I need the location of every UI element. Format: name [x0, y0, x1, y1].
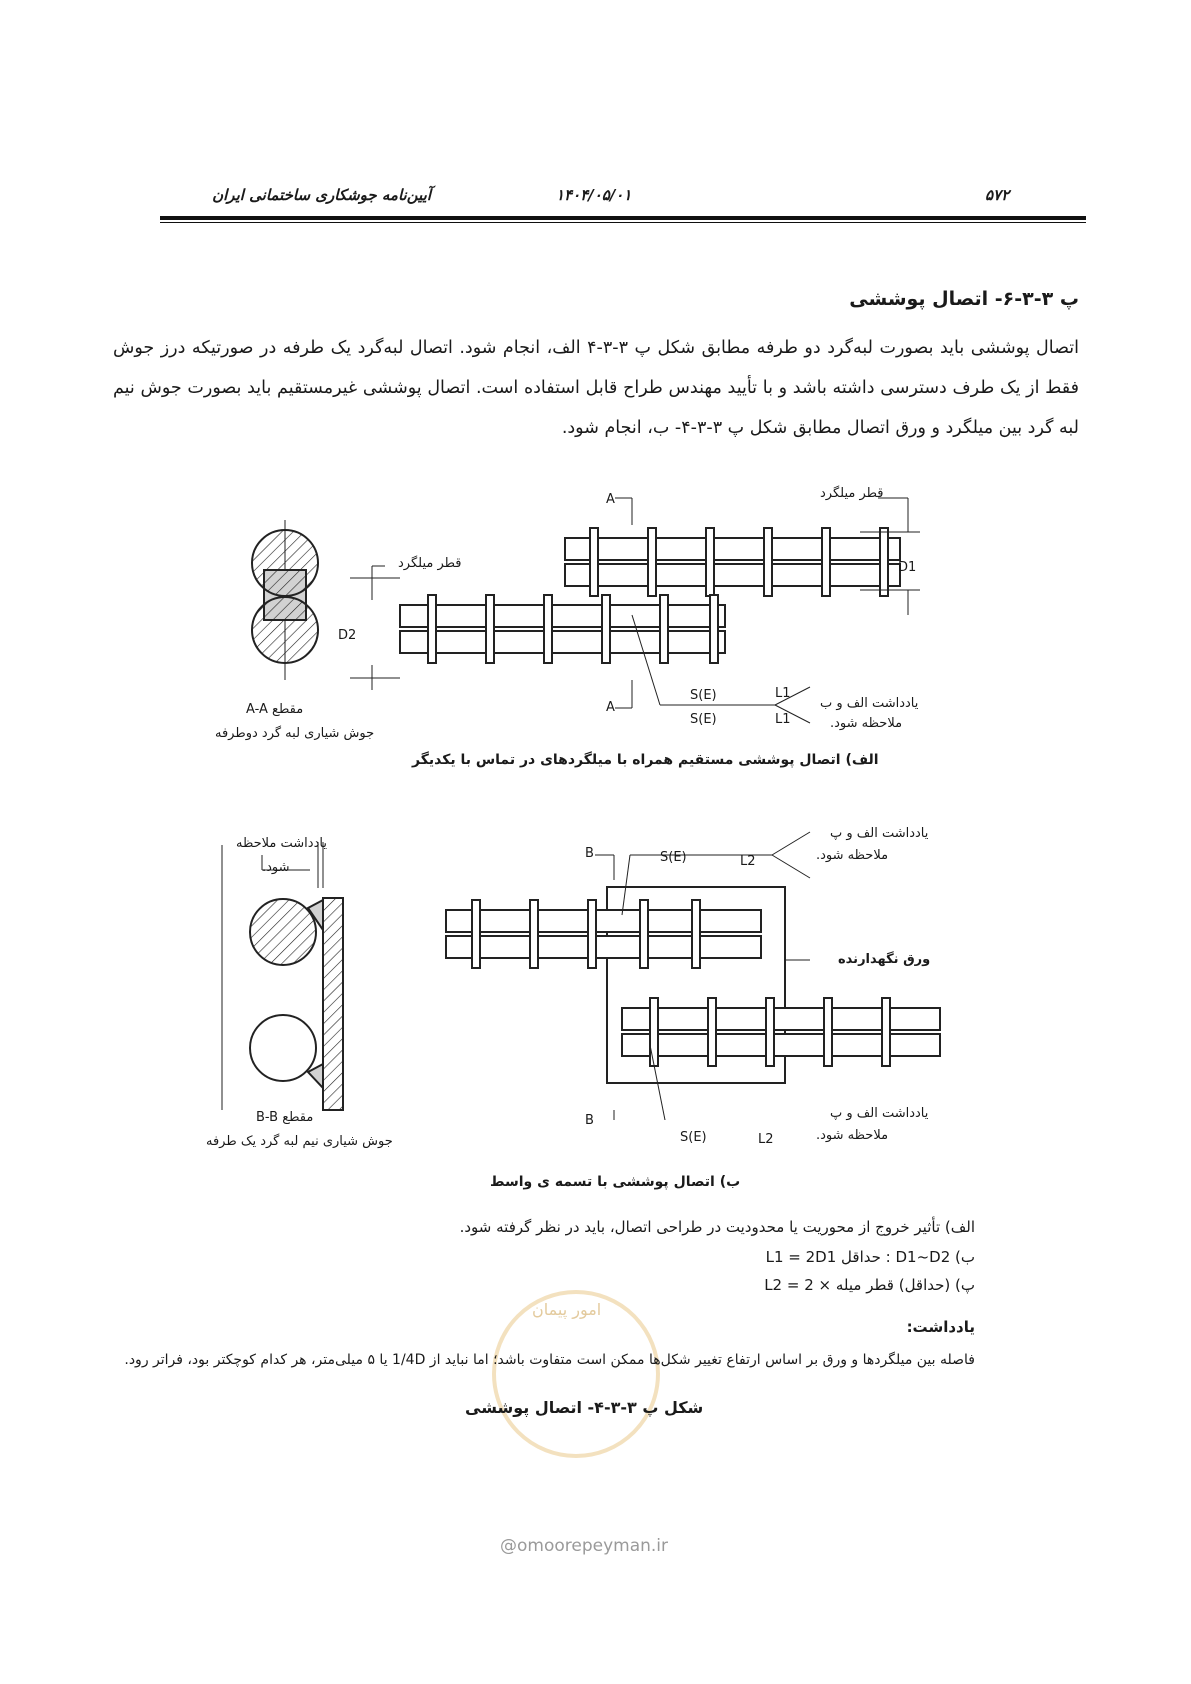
- length-a-bottom: L1: [775, 712, 791, 727]
- figure-title: شکل پ ۳-۳-۴- اتصال پوششی: [465, 1398, 704, 1417]
- page-number: ۵۷۲: [985, 186, 1010, 204]
- weld-symbol-a-bottom: S(E): [690, 712, 717, 727]
- section-b-b: [222, 842, 343, 1110]
- figure-b-caption: ب) اتصال پوششی با تسمه ی واسط: [490, 1174, 741, 1190]
- section-a-a-desc: جوش شیاری لبه گرد دوطرفه: [215, 726, 375, 741]
- section-mark-b-top: B: [585, 846, 594, 861]
- section-mark-a-bottom: A: [606, 700, 615, 715]
- section-title: پ ۳-۳-۶- اتصال پوششی: [849, 288, 1079, 310]
- header-rule: [160, 216, 1086, 220]
- upper-rebar: [565, 528, 900, 596]
- note-p: پ) (حداقل) قطر میله × 2 = L2: [764, 1276, 975, 1294]
- note-ref-b-top-line2: ملاحظه شود.: [816, 848, 889, 863]
- note-ref-a-line1: یادداشت الف و ب: [820, 696, 919, 711]
- lower-rebar: [400, 595, 725, 663]
- section-a-a: [252, 520, 318, 680]
- bar-dia-mid-label: قطر میلگرد: [398, 556, 462, 571]
- figure-b-drawing: [210, 820, 990, 1120]
- section-b-b-label: مقطع B-B: [256, 1110, 314, 1125]
- header-date: ۱۴۰۴/۰۵/۰۱: [556, 186, 632, 204]
- weld-symbol-b-bottom: S(E): [680, 1130, 707, 1145]
- section-b-b-desc: جوش شیاری نیم لبه گرد یک طرفه: [206, 1134, 393, 1149]
- section-mark-b-bottom: B: [585, 1113, 594, 1128]
- section-paragraph: اتصال پوششی باید بصورت لبه‌گرد دو طرفه مطابق شکل پ ۳-۳-۴ الف، انجام شود. اتصال لبه‌گرد یک طرفه در صورتیکه درز جوش فقط از یک طرف دسترسی داشته باشد و با تأیید مهندس طراح قابل استفاده است. اتصال پوششی غیرمستقیم باید بصورت جوش نیم لبه گرد بین میلگرد و ورق اتصال مطابق شکل پ ۳-۳-۴- ب، انجام شود.: [113, 338, 1079, 438]
- note-ref-a-line2: ملاحظه شود.: [830, 716, 903, 731]
- watermark-site: @omoorepeyman.ir: [500, 1536, 669, 1556]
- upper-rebar-b: [446, 900, 761, 968]
- length-a-top: L1: [775, 686, 791, 701]
- length-b-top: L2: [740, 854, 756, 869]
- note-ref-b-bottom-line1: یادداشت الف و پ: [830, 1106, 929, 1121]
- watermark-seal-text: امور پیمان: [532, 1300, 602, 1319]
- section-mark-a-top: A: [606, 492, 615, 507]
- book-title: آیین‌نامه جوشکاری ساختمانی ایران: [212, 186, 431, 204]
- remark-text: فاصله بین میلگردها و ورق بر اساس ارتفاع تغییر شکل‌ها ممکن است متفاوت باشد؛ اما نباید از 1/4D یا ۵ میلی‌متر، هر کدام کوچکتر بود، فراتر رود.: [124, 1352, 975, 1368]
- figure-a-caption: الف) اتصال پوششی مستقیم همراه با میلگردهای در تماس با یکدیگر: [412, 752, 879, 768]
- bar-dia-top-label: قطر میلگرد: [820, 486, 884, 501]
- note-b: ب) D1~D2 : حداقل L1 = 2D1: [765, 1248, 975, 1266]
- plate-label: ورق نگهدارنده: [838, 952, 931, 967]
- remark-title: یادداشت:: [906, 1318, 975, 1336]
- note-label-b-line2: شود.: [262, 860, 290, 875]
- d2-label: D2: [338, 628, 357, 643]
- lower-rebar-b: [622, 998, 940, 1066]
- note-a: الف) تأثیر خروج از محوریت یا محدودیت در طراحی اتصال، باید در نظر گرفته شود.: [459, 1218, 975, 1236]
- note-label-b-line1: یادداشت ملاحظه: [236, 836, 327, 851]
- weld-symbol-a-top: S(E): [690, 688, 717, 703]
- note-ref-b-bottom-line2: ملاحظه شود.: [816, 1128, 889, 1143]
- length-b-bottom: L2: [758, 1132, 774, 1147]
- d1-label: D1: [898, 560, 917, 575]
- section-a-a-label: مقطع A-A: [246, 702, 304, 717]
- header-rule-thin: [160, 222, 1086, 223]
- weld-symbol-b-top: S(E): [660, 850, 687, 865]
- note-ref-b-top-line1: یادداشت الف و پ: [830, 826, 929, 841]
